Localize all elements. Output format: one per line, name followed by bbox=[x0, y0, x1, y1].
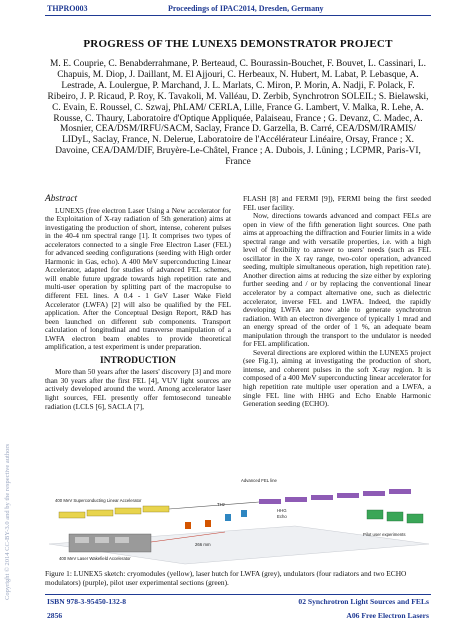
lunex5-sketch-figure bbox=[45, 466, 431, 568]
footer-subsection: A06 Free Electron Lasers bbox=[346, 611, 429, 620]
footer-rule bbox=[45, 594, 431, 595]
footer-section: 02 Synchrotron Light Sources and FELs bbox=[298, 597, 429, 606]
page-header bbox=[0, 0, 474, 17]
abstract-heading: Abstract bbox=[45, 194, 78, 204]
right-paragraph-2: Now, directions towards advanced and compact FELs are open in view of the fifth generation light sources. One path aims at approaching the diffraction and Fourier limits in a wide spectral range and with versatile properties, i.e. with a high level of flexibility to answer to users' needs (such as FEL oscillator in the X ray range, two-color operation, advanced seeding, multiple simultaneous operation, high repetition rate). Another direction aims at reducing the size either by exploring further seeding and / or by replacing the conventional linear accelerator by a compact alternative one, such as dielectric accelerator, inverse FEL and LWFA. Indeed, the rapidly developing LWFA are now able to generate synchrotron radiation. With an electron divergence of typically 1 mrad and an energy spread of the order of 1 %, an adequate beam manipulation through the transport to the undulator is needed for FEL amplification. bbox=[243, 211, 431, 349]
left-column bbox=[45, 195, 231, 411]
introduction-text: More than 50 years after the lasers' discovery [3] and more than 30 years after the first FEL [4], VUV light sources are actively developed around the word. Among accelerator laser light sources, FEL presently offer femtosecond tuneable radiation (LCLS [6], SACLA [7], bbox=[45, 367, 231, 411]
label-lwfa: 400 MeV Laser Wakefield Accelerator bbox=[59, 556, 131, 561]
proceedings-title: Proceedings of IPAC2014, Dresden, Germany bbox=[168, 4, 324, 13]
author-list: M. E. Couprie, C. Benabderrahmane, P. Berteaud, C. Bourassin-Bouchet, F. Bouvet, L. Cassinari, L. Chapuis, M. Diop, J. Daillant, M. El Ajjouri, C. Herbeaux, N. Hubert, M. Labat, P. Lebasque, A. Lestrade, A. Loulergue, P. Marchand, J. L. Marlats, C. Miron, P. Morin, A. Nadji, F. Polack, F. Ribeiro, J. P. Ricaud, P. Roy, K. Tavakoli, M. Valléau, D. Zerbib, Synchrotron SOLEIL; S. Bielawski, C. Evain, E. Roussel, C. Szwaj, PhLAM/ CERLA, Lille, France G. Lambert, V. Malka, R. Lehe, A. Rousse, C. Thaury, Laboratoire d'Optique Appliquée, Palaiseau, France ; G. Devanz, C. Madec, A. Mosnier, CEA/DSM/IRFU/SACM, Saclay, France D. Garzella, B. Carré, CEA/DSM/IRAMIS/ LIDyL, Saclay, France, N. Delerue, Laboratoire de l'Accélérateur Linéaire, Orsay, France ; X. Davoine, CEA/DAM/DIF, Bruyère-Le-Châtel, France ; A. Dubois, J. Lüning ; LCPMR, Paris-VI, France bbox=[47, 59, 429, 168]
label-seed: HHG bbox=[277, 508, 287, 513]
introduction-heading: INTRODUCTION bbox=[99, 355, 176, 366]
laser-hutch bbox=[69, 534, 151, 552]
figure-caption: Figure 1: LUNEX5 sketch: cryomodules (yellow), laser hutch for LWFA (grey), undulators (four radiators and two ECHO modulators) (purple), pilot user experimental sections (green). bbox=[45, 569, 407, 587]
label-echo: Echo bbox=[277, 514, 287, 519]
label-thz: THz bbox=[217, 502, 225, 507]
label-linac: 400 MeV Superconducting Linear Accelerator bbox=[55, 498, 142, 503]
footer-isbn: ISBN 978-3-95450-132-8 bbox=[47, 597, 127, 606]
right-paragraph-3: Several directions are explored within the LUNEX5 project (see Fig.1), aiming at investigating the production of short, intense, and coherent pulses in the soft X-ray region. It is composed of a 400 MeV superconducting linear accelerator for high repetition rate multiple user operation and a LWFA, a single FEL line with HHG and Echo Enable Harmonic Generation seeding (ECHO). bbox=[243, 347, 431, 409]
label-pilot-users: Pilot user experiments bbox=[363, 532, 406, 537]
right-paragraph-1: FLASH [8] and FERMI [9]), FERMI being the first seeded FEL user facility. bbox=[243, 194, 431, 212]
paper-title: PROGRESS OF THE LUNEX5 DEMONSTRATOR PROJECT bbox=[83, 38, 393, 50]
label-length: 266 mm bbox=[195, 542, 211, 547]
paper-id: THPRO003 bbox=[47, 4, 88, 13]
right-column bbox=[243, 195, 431, 409]
label-fel-line: Advanced FEL line bbox=[241, 478, 277, 483]
abstract-text: LUNEX5 (free electron Laser Using a New accelerator for the Exploitation of X-ray radiation of 5th generation) aims at investigating the production of short, intense, coherent pulses in the 40-4 nm spectral range [1]. It comprises two types of accelerators connected to a single Free Electron Laser (FEL) for advanced seeding configurations (seeding with High order Harmonic in Gas, echo). A 400 MeV superconducting Linear Accelerator, adapted for studies of advanced FEL schemes, will enable future upgrade towards high repetition rate and multi-user operation by splitting part of the macropulse to different FEL lines. A 0.4 - 1 GeV Laser Wake Field Accelerator (LWFA) [2] will also be qualified by the FEL application. After the Conceptual Design Report, R&D has been launched on different sub components. Transport calculation of longitudinal and transverse manipulation of a LWFA electron beam enables to provide theoretical amplification, a test experiment is under preparation. bbox=[45, 205, 231, 352]
header-rule bbox=[45, 15, 431, 16]
footer-page-number: 2856 bbox=[47, 611, 63, 620]
copyright-sidebar: Copyright © 2014 CC-BY-3.0 and by the respective authors bbox=[4, 443, 11, 600]
